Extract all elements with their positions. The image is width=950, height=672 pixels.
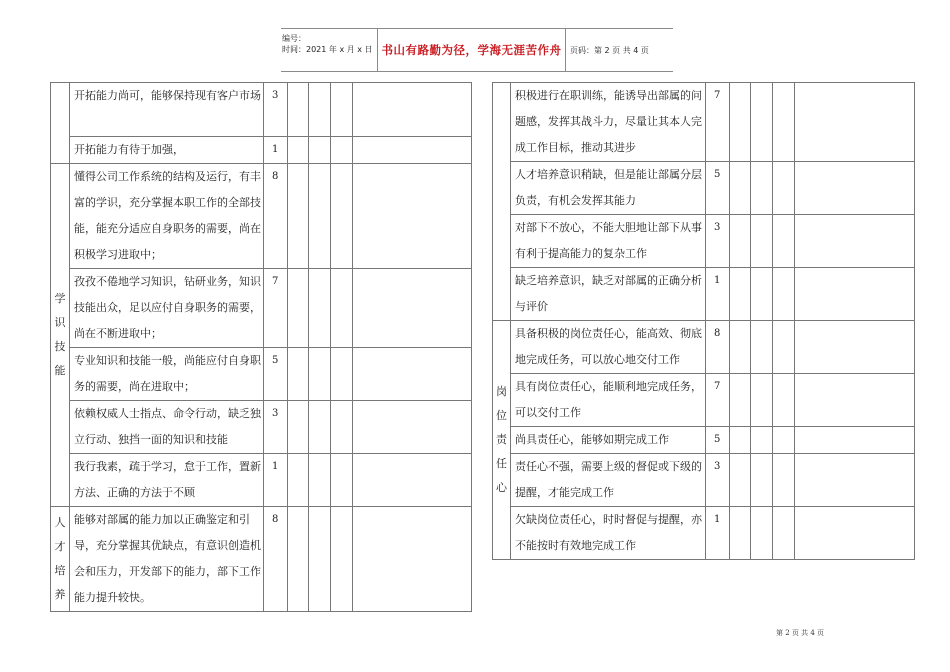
rating-cell[interactable] xyxy=(773,454,795,507)
score-cell: 8 xyxy=(264,164,288,269)
rating-cell[interactable] xyxy=(309,401,331,454)
rating-cell[interactable] xyxy=(353,454,472,507)
score-cell: 8 xyxy=(264,507,288,612)
description-cell: 孜孜不倦地学习知识，钻研业务，知识技能出众，足以应付自身职务的需要，尚在不断进取中； xyxy=(70,269,264,348)
rating-cell[interactable] xyxy=(751,321,773,374)
description-cell: 对部下不放心，不能大胆地让部下从事有利于提高能力的复杂工作 xyxy=(511,215,706,268)
score-cell: 3 xyxy=(264,401,288,454)
score-cell: 5 xyxy=(706,427,730,454)
rating-cell[interactable] xyxy=(331,454,353,507)
description-cell: 责任心不强，需要上级的督促或下级的提醒，才能完成工作 xyxy=(511,454,706,507)
category-cell xyxy=(51,507,70,612)
rating-cell[interactable] xyxy=(288,348,309,401)
rating-cell[interactable] xyxy=(331,269,353,348)
table-row xyxy=(51,401,472,454)
rating-cell[interactable] xyxy=(288,507,309,612)
description-cell: 开拓能力尚可，能够保持现有客户市场 xyxy=(70,83,264,137)
document-header xyxy=(281,28,673,72)
rating-cell[interactable] xyxy=(730,83,751,162)
rating-cell[interactable] xyxy=(309,83,331,137)
rating-cell[interactable] xyxy=(795,374,915,427)
evaluation-table-left xyxy=(50,82,472,612)
score-cell: 1 xyxy=(706,268,730,321)
category-cell xyxy=(493,83,511,321)
rating-cell[interactable] xyxy=(730,374,751,427)
rating-cell[interactable] xyxy=(773,83,795,162)
rating-cell[interactable] xyxy=(795,162,915,215)
description-cell: 开拓能力有待于加强， xyxy=(70,137,264,164)
rating-cell[interactable] xyxy=(331,164,353,269)
score-cell: 7 xyxy=(264,269,288,348)
rating-cell[interactable] xyxy=(773,162,795,215)
rating-cell[interactable] xyxy=(288,83,309,137)
table-row xyxy=(493,268,915,321)
rating-cell[interactable] xyxy=(795,454,915,507)
rating-cell[interactable] xyxy=(353,269,472,348)
evaluation-table-right xyxy=(492,82,915,560)
rating-cell[interactable] xyxy=(773,427,795,454)
score-cell: 5 xyxy=(706,162,730,215)
rating-cell[interactable] xyxy=(309,137,331,164)
table-row xyxy=(493,215,915,268)
score-cell: 7 xyxy=(706,83,730,162)
category-cell xyxy=(493,321,511,560)
rating-cell[interactable] xyxy=(288,401,309,454)
description-cell: 能够对部属的能力加以正确鉴定和引导，充分掌握其优缺点，有意识创造机会和压力，开发部下的能力，部下工作能力提升较快。 xyxy=(70,507,264,612)
rating-cell[interactable] xyxy=(730,507,751,560)
rating-cell[interactable] xyxy=(309,269,331,348)
table-row xyxy=(51,164,472,269)
rating-cell[interactable] xyxy=(309,164,331,269)
table-row xyxy=(493,507,915,560)
rating-cell[interactable] xyxy=(795,83,915,162)
score-cell: 1 xyxy=(706,507,730,560)
document-time-label: 时间：2021 年 x 月 x 日 xyxy=(282,45,373,54)
rating-cell[interactable] xyxy=(730,454,751,507)
rating-cell[interactable] xyxy=(331,137,353,164)
rating-cell[interactable] xyxy=(773,268,795,321)
rating-cell[interactable] xyxy=(730,427,751,454)
description-cell: 人才培养意识稍缺，但是能让部属分层负责，有机会发挥其能力 xyxy=(511,162,706,215)
rating-cell[interactable] xyxy=(795,321,915,374)
category-label: 人才培养 xyxy=(54,516,66,601)
rating-cell[interactable] xyxy=(730,321,751,374)
category-label: 学识技能 xyxy=(54,292,66,377)
header-page-label: 页码：第 2 页 共 4 页 xyxy=(570,45,649,55)
header-meta-cell xyxy=(281,29,378,71)
header-motto: 书山有路勤为径，学海无涯苦作舟 xyxy=(381,43,562,57)
rating-cell[interactable] xyxy=(353,83,472,137)
score-cell: 7 xyxy=(706,374,730,427)
rating-cell[interactable] xyxy=(353,507,472,612)
rating-cell[interactable] xyxy=(331,348,353,401)
description-cell: 专业知识和技能一般，尚能应付自身职务的需要，尚在进取中； xyxy=(70,348,264,401)
table-row xyxy=(51,269,472,348)
rating-cell[interactable] xyxy=(288,454,309,507)
score-cell: 5 xyxy=(264,348,288,401)
table-row xyxy=(493,162,915,215)
rating-cell[interactable] xyxy=(795,427,915,454)
table-row xyxy=(51,137,472,164)
rating-cell[interactable] xyxy=(773,215,795,268)
document-number-label: 编号： xyxy=(282,34,306,43)
rating-cell[interactable] xyxy=(353,348,472,401)
rating-cell[interactable] xyxy=(751,507,773,560)
rating-cell[interactable] xyxy=(309,507,331,612)
description-cell: 我行我素，疏于学习，怠于工作，置新方法、正确的方法于不顾 xyxy=(70,454,264,507)
rating-cell[interactable] xyxy=(751,215,773,268)
score-cell: 3 xyxy=(264,83,288,137)
rating-cell[interactable] xyxy=(795,215,915,268)
rating-cell[interactable] xyxy=(331,83,353,137)
description-cell: 积极进行在职训练，能诱导出部属的问题感，发挥其战斗力，尽量让其本人完成工作目标，推动其进步 xyxy=(511,83,706,162)
rating-cell[interactable] xyxy=(751,374,773,427)
description-cell: 具备积极的岗位责任心，能高效、彻底地完成任务，可以放心地交付工作 xyxy=(511,321,706,374)
rating-cell[interactable] xyxy=(730,215,751,268)
rating-cell[interactable] xyxy=(751,454,773,507)
table-row xyxy=(493,83,915,162)
description-cell: 具有岗位责任心，能顺利地完成任务，可以交付工作 xyxy=(511,374,706,427)
description-cell: 依赖权威人士指点、命令行动，缺乏独立行动、独挡一面的知识和技能 xyxy=(70,401,264,454)
rating-cell[interactable] xyxy=(288,269,309,348)
description-cell: 尚具责任心，能够如期完成工作 xyxy=(511,427,706,454)
header-motto-cell xyxy=(378,29,566,71)
rating-cell[interactable] xyxy=(773,374,795,427)
description-cell: 缺乏培养意识，缺乏对部属的正确分析与评价 xyxy=(511,268,706,321)
table-row xyxy=(51,507,472,612)
rating-cell[interactable] xyxy=(288,164,309,269)
rating-cell[interactable] xyxy=(795,268,915,321)
rating-cell[interactable] xyxy=(751,268,773,321)
table-row xyxy=(51,454,472,507)
table-row xyxy=(493,321,915,374)
rating-cell[interactable] xyxy=(751,83,773,162)
rating-cell[interactable] xyxy=(309,348,331,401)
rating-cell[interactable] xyxy=(773,321,795,374)
description-cell: 懂得公司工作系统的结构及运行，有丰富的学识，充分掌握本职工作的全部技能，能充分适应自身职务的需要，尚在积极学习进取中； xyxy=(70,164,264,269)
description-cell: 欠缺岗位责任心，时时督促与提醒，亦不能按时有效地完成工作 xyxy=(511,507,706,560)
category-cell xyxy=(51,164,70,507)
rating-cell[interactable] xyxy=(353,137,472,164)
table-row xyxy=(493,374,915,427)
rating-cell[interactable] xyxy=(751,162,773,215)
rating-cell[interactable] xyxy=(353,401,472,454)
score-cell: 8 xyxy=(706,321,730,374)
rating-cell[interactable] xyxy=(730,268,751,321)
score-cell: 3 xyxy=(706,215,730,268)
category-label: 岗位责任心 xyxy=(496,385,507,494)
rating-cell[interactable] xyxy=(331,401,353,454)
rating-cell[interactable] xyxy=(751,427,773,454)
header-page-cell xyxy=(566,29,673,71)
table-row xyxy=(51,83,472,137)
score-cell: 3 xyxy=(706,454,730,507)
rating-cell[interactable] xyxy=(353,164,472,269)
category-cell xyxy=(51,83,70,164)
rating-cell[interactable] xyxy=(288,137,309,164)
rating-cell[interactable] xyxy=(331,507,353,612)
rating-cell[interactable] xyxy=(730,162,751,215)
page-footer: 第 2 页 共 4 页 xyxy=(776,629,825,637)
table-row xyxy=(51,348,472,401)
table-row xyxy=(493,427,915,454)
rating-cell[interactable] xyxy=(309,454,331,507)
score-cell: 1 xyxy=(264,454,288,507)
table-row xyxy=(493,454,915,507)
rating-cell[interactable] xyxy=(795,507,915,560)
score-cell: 1 xyxy=(264,137,288,164)
rating-cell[interactable] xyxy=(773,507,795,560)
